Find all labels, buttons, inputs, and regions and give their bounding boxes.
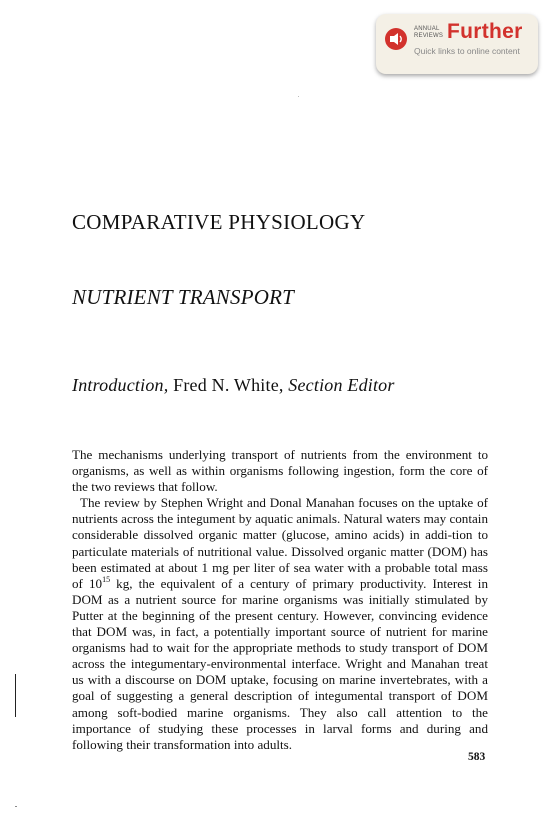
badge-annual-text: ANNUAL xyxy=(414,26,440,32)
paragraph-1: The mechanisms underlying transport of nutrients from the environment to organisms, as well as within organisms following ingestion, form the core of the two reviews that follow. xyxy=(72,447,488,495)
page-number: 583 xyxy=(468,751,486,763)
sound-wave-icon xyxy=(385,28,407,50)
corner-mark xyxy=(15,806,17,807)
badge-further-text: Further xyxy=(447,20,523,43)
article-body xyxy=(72,447,488,753)
editor-role: Section Editor xyxy=(288,375,395,395)
margin-line xyxy=(15,674,16,717)
section-title: COMPARATIVE PHYSIOLOGY xyxy=(72,210,366,234)
paragraph-2-part-b: kg, the equivalent of a century of primary productivity. Interest in DOM as a nutrient source for marine organisms was initially stimulated by Putter at the beginning of the present century. However, convincing evidence that DOM was, in fact, a potentially important source of nutrient for marine organisms had to wait for the appropriate methods to study transport of DOM across the integumentary-environmental interface. Wright and Manahan treat us with a discourse on DOM uptake, focusing on marine invertebrates, with a goal of suggesting a general description of integumental transport of DOM among soft-bodied marine organisms. They also call attention to the importance of studying these processes in larval forms and during and following their transformation into adults. xyxy=(72,575,488,752)
topic-title: NUTRIENT TRANSPORT xyxy=(72,285,294,309)
introduction-heading xyxy=(72,375,395,396)
paragraph-2 xyxy=(72,495,488,753)
editor-name: Fred N. White, xyxy=(173,375,284,395)
intro-label: Introduction, xyxy=(72,375,169,395)
exponent: 15 xyxy=(102,574,111,584)
badge-tagline: Quick links to online content xyxy=(414,46,520,56)
badge-reviews-text: REVIEWS xyxy=(414,33,444,39)
annual-reviews-further-badge[interactable] xyxy=(376,14,538,74)
scan-speck xyxy=(298,96,299,97)
paragraph-2-part-a: The review by Stephen Wright and Donal Manahan focuses on the uptake of nutrients across the integument by aquatic animals. Natural waters may contain considerable dissolved organic matter (glucose, amino acids) in addi-tion to particulate materials of nutritional value. Dissolved organic matter (DOM) has been estimated at about 1 mg per liter of sea water with a probable total mass of 10 xyxy=(72,495,488,591)
